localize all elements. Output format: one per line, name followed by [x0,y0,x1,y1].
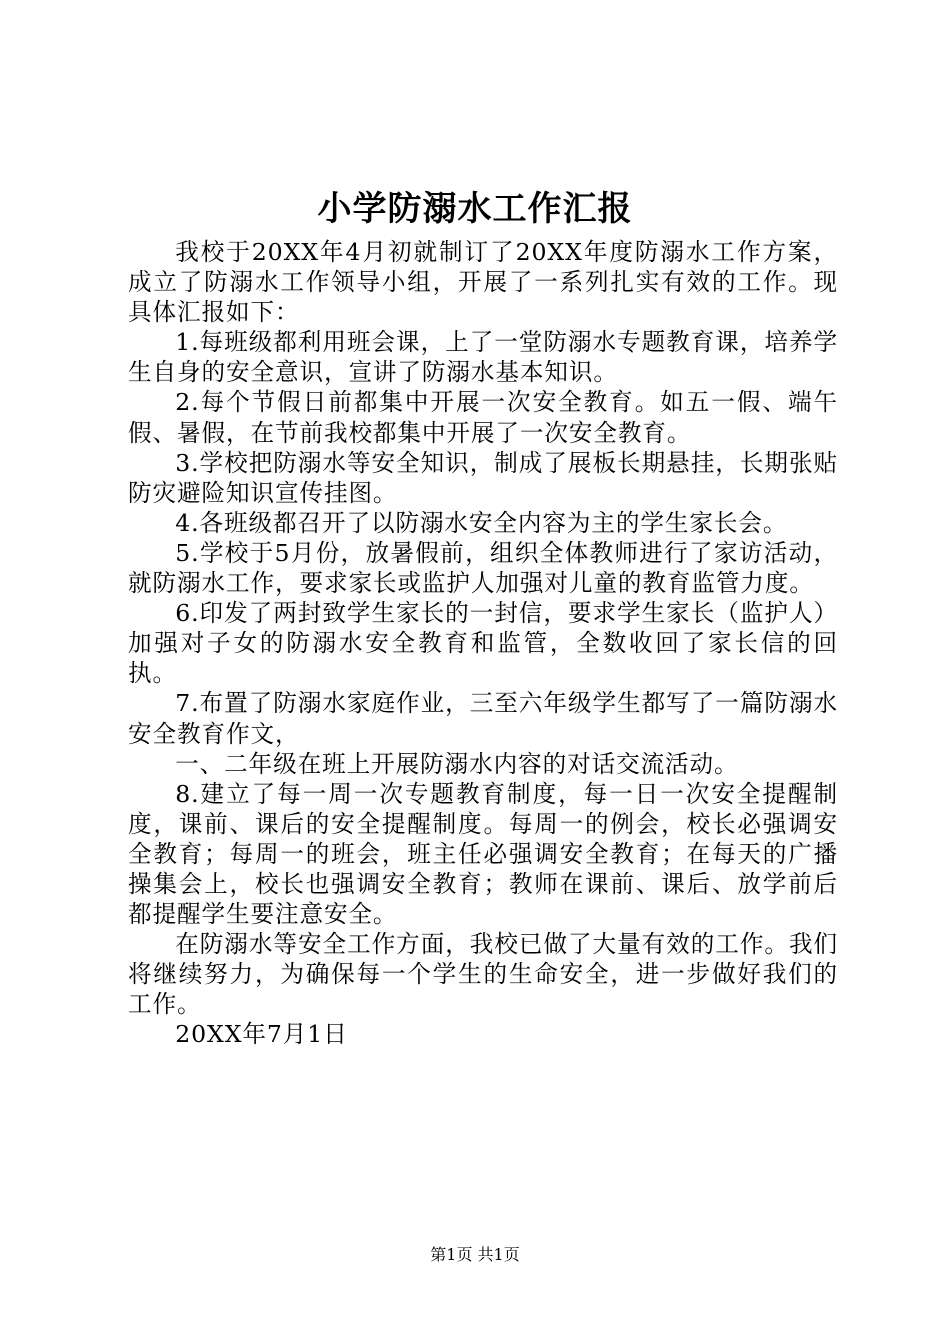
item-7-paragraph: 7.布置了防溺水家庭作业，三至六年级学生都写了一篇防溺水安全教育作文， [128,689,838,748]
item-8-paragraph: 8.建立了每一周一次专题教育制度，每一日一次安全提醒制度，课前、课后的安全提醒制度。每周一的例会，校长必强调安全教育；每周一的班会，班主任必强调安全教育；在每天的广播操集会上，校长也强调安全教育；教师在课前、课后、放学前后都提醒学生要注意安全。 [128,779,838,929]
item-7-continuation-paragraph: 一、二年级在班上开展防溺水内容的对话交流活动。 [175,749,739,778]
page-footer: 第1页 共1页 [430,1245,520,1264]
document-body [128,237,838,1050]
item-4-paragraph: 4.各班级都召开了以防溺水安全内容为主的学生家长会。 [175,508,788,537]
item-3-paragraph: 3.学校把防溺水等安全知识，制成了展板长期悬挂，长期张贴防灾避险知识宣传挂图。 [128,448,838,507]
intro-paragraph: 我校于20XX年4月初就制订了20XX年度防溺水工作方案，成立了防溺水工作领导小组，开展了一系列扎实有效的工作。现具体汇报如下： [128,238,838,327]
item-5-paragraph: 5.学校于5月份，放暑假前，组织全体教师进行了家访活动，就防溺水工作，要求家长或监护人加强对儿童的教育监管力度。 [128,538,838,598]
document-title: 小学防溺水工作汇报 [317,189,633,229]
item-1-paragraph: 1.每班级都利用班会课，上了一堂防溺水专题教育课，培养学生自身的安全意识，宣讲了防溺水基本知识。 [128,328,838,387]
conclusion-paragraph: 在防溺水等安全工作方面，我校已做了大量有效的工作。我们将继续努力，为确保每一个学生的生命安全，进一步做好我们的工作。 [128,930,838,1019]
date-line: 20XX年7月1日 [175,1020,348,1049]
item-6-paragraph: 6.印发了两封致学生家长的一封信，要求学生家长（监护人）加强对子女的防溺水安全教育和监管，全数收回了家长信的回执。 [128,599,838,688]
item-2-paragraph: 2.每个节假日前都集中开展一次安全教育。如五一假、端午假、暑假，在节前我校都集中开展了一次安全教育。 [128,388,838,447]
